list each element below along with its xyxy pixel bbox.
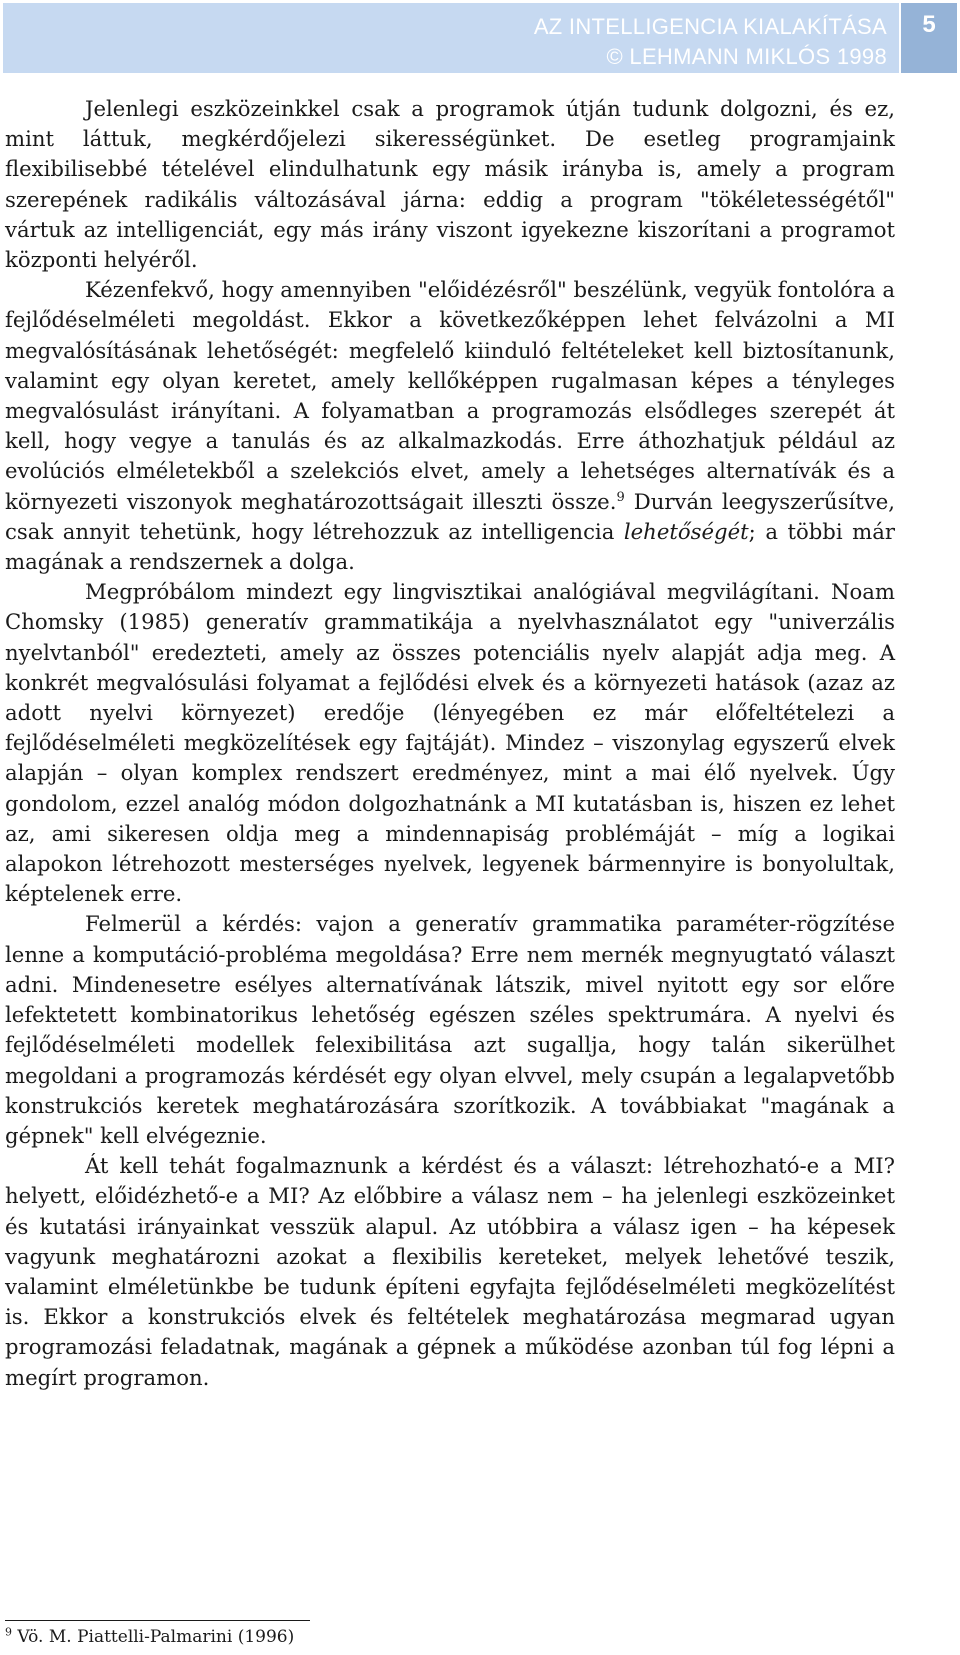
running-title-line1: AZ INTELLIGENCIA KIALAKÍTÁSA [533, 14, 887, 39]
paragraph-3: Megpróbálom mindezt egy lingvisztikai analógiával megvilágítani. Noam Chomsky (1985) generatív grammatikája a nyelvhasználatot egy "univerzális nyelvtanból" eredezteti, amely az összes potenciális nyelv alapját adja meg. A konkrét megvalósulási folyamat a fejlődési elvek és a környezeti hatások (azaz az adott nyelvi környezet) eredője (lényegében ez már előfeltételezi a fejlődéselméleti megközelítések egy fajtáját). Mindez – viszonylag egyszerű elvek alapján – olyan komplex rendszert eredményez, mint a mai élő nyelvek. Úgy gondolom, ezzel analóg módon dolgozhatnánk a MI kutatásban is, hiszen ez lehet az, ami sikeresen oldja meg a mindennapiság problémáját – míg a logikai alapokon létrehozott mesterséges nyelvek, legyenek bármennyire is bonyolultak, képtelenek erre. [5, 579, 895, 907]
page-number: 5 [901, 3, 957, 73]
page-header [3, 3, 957, 73]
emphasis-text: lehetőségét [623, 518, 749, 544]
footnote-separator [5, 1620, 310, 1621]
paragraph-5: Át kell tehát fogalmaznunk a kérdést és a választ: létrehozható-e a MI? helyett, előidézhető-e a MI? Az előbbire a válasz nem – ha jelenlegi eszközeinket és kutatási irányainkat vesszük alapul. Az utóbbira a válasz igen – ha képesek vagyunk meghatározni azokat a flexibilis kereteket, melyek lehetővé teszik, valamint elméletünkbe be tudunk építeni egyfajta fejlődéselméleti megközelítést is. Ekkor a konstrukciós elvek és feltételek meghatározása megmarad ugyan programozási feladatnak, magának a gépnek a működése azonban túl fog lépni a megírt programon. [5, 1153, 895, 1390]
paragraph-2-part3: ; a többi már magának a rendszernek a dolga. [5, 518, 895, 575]
paragraph-2-part1: Kézenfekvő, hogy amennyiben "előidézésről" beszélünk, vegyük fontolóra a fejlődéselméleti megoldást. Ekkor a következőképpen lehet felvázolni a MI megvalósításának lehetőségét: megfelelő kiinduló feltételeket kell biztosítanunk, valamint egy olyan keretet, amely kellőképpen rugalmasan képes a tényleges megvalósulást irányítani. A folyamatban a programozás elsődleges szerepét át kell, hogy vegye a tanulás és az alkalmazkodás. Erre áthozhatjuk például az evolúciós elméletekből a szelekciós elvet, amely a lehetséges alternatívák és a környezeti viszonyok meghatározottságait illeszti össze. [5, 277, 895, 514]
running-title-line2: © LEHMANN MIKLÓS 1998 [606, 44, 887, 69]
body-text [5, 94, 895, 1393]
footnote [5, 1626, 294, 1648]
footnote-reference[interactable]: 9 [616, 489, 625, 505]
running-title [187, 12, 887, 72]
paragraph-2-part2: Durván leegyszerűsítve, csak annyit tehetünk, hogy létrehozzuk az intelligencia [5, 488, 895, 544]
footnote-marker: 9 [5, 1625, 12, 1639]
paragraph-4: Felmerül a kérdés: vajon a generatív grammatika paraméter-rögzítése lenne a komputáció-probléma megoldása? Erre nem mernék megnyugtató választ adni. Mindenesetre esélyes alternatívának látszik, mivel nyitott egy sor előre lefektetett kombinatorikus lehetőség egészen széles spektrumára. A nyelvi és fejlődéselméleti modellek felexibilitása azt sugallja, hogy talán sikerülhet megoldani a programozás kérdését egy olyan elvvel, mely csupán a legalapvetőbb konstrukciós keretek meghatározására szorítkozik. A továbbiakat "magának a gépnek" kell elvégeznie. [5, 911, 895, 1148]
paragraph-1: Jelenlegi eszközeinkkel csak a programok útján tudunk dolgozni, és ez, mint láttuk, megkérdőjelezi sikerességünket. De esetleg programjaink flexibilisebbé tételével elindulhatunk egy másik irányba is, amely a program szerepének radikális változásával járna: eddig a program "tökéletességétől" vártuk az intelligenciát, egy más irány viszont igyekezne kiszorítani a programot központi helyéről. [5, 96, 895, 273]
paragraph-2 [5, 275, 895, 577]
footnote-text: Vö. M. Piattelli-Palmarini (1996) [12, 1627, 295, 1647]
